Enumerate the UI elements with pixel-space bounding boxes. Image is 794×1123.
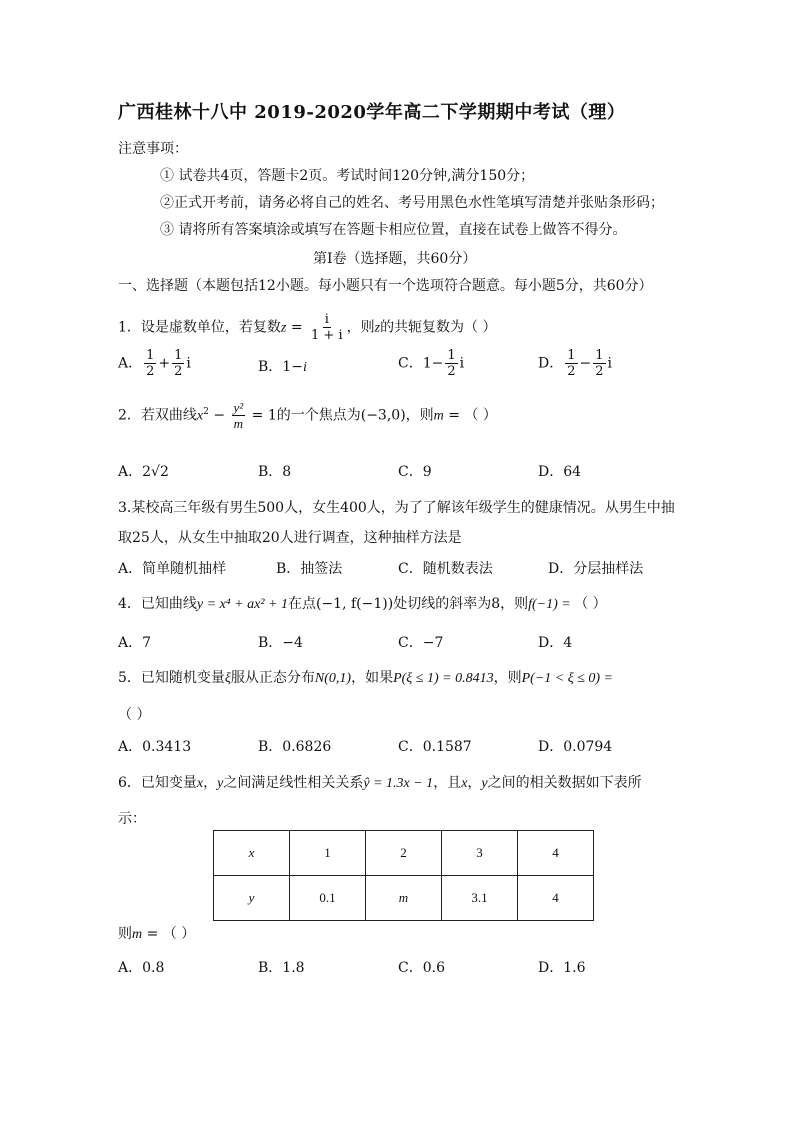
data-table — [213, 830, 594, 921]
cell-y-label: y — [248, 890, 255, 905]
q2-option-b: B．8 — [258, 464, 292, 480]
q6-mid2: ，且 — [433, 775, 462, 791]
q4-option-c: C．−7 — [398, 635, 444, 651]
q6-option-b: B．1.8 — [258, 960, 305, 976]
q1-post2: 的共轭复数为（ ） — [380, 319, 497, 336]
section-title: 一、选择题（本题包括12小题。每小题只有一个选项符合题意。每小题5分，共60分） — [118, 278, 653, 294]
q6-y: y — [217, 776, 224, 791]
q2-option-d: D．64 — [538, 464, 582, 480]
q4-fn: f(−1) = — [528, 597, 575, 612]
q4-option-b: B．−4 — [258, 635, 303, 651]
table-cell — [214, 831, 290, 876]
q3-option-c: C．随机数表法 — [398, 561, 493, 577]
q2-pre: 2．若双曲线 — [118, 407, 197, 424]
q1-pre: 1．设是虚数单位，若复数 — [118, 319, 281, 336]
q2-option-c: C．9 — [398, 464, 432, 480]
q2-option-a: A．2√2 — [118, 464, 169, 480]
q1-fraction — [309, 312, 345, 343]
cell-x-label: x — [248, 845, 255, 860]
q1-post: ，则 — [346, 319, 375, 336]
q4-pre: 4．已知曲线 — [118, 596, 197, 612]
question-5 — [118, 667, 613, 687]
q1-option-a — [118, 348, 191, 379]
q1-d-mid: − — [579, 355, 592, 372]
q6-pre: 6．已知变量 — [118, 775, 197, 791]
q1-d-f1-den: 2 — [567, 364, 576, 379]
q1-a-f1-num: 1 — [146, 348, 155, 363]
q6-line-2: 示： — [118, 811, 146, 827]
q4-point: (−1, f(−1)) — [315, 596, 394, 612]
q1-c-f-den: 2 — [447, 364, 456, 379]
q3-option-b: B．抽签法 — [276, 561, 343, 577]
q6-ask-m: m — [132, 927, 143, 942]
q1-d-tail: i — [607, 355, 613, 372]
q6-expr: ŷ = 1.3x − 1 — [363, 776, 434, 791]
q6-mid3: 之间的相关数据如下表所 — [487, 775, 642, 791]
q1-opt-d-label: D． — [538, 355, 564, 372]
q5-xi: ξ — [224, 671, 231, 686]
volume-title: 第I卷（选择题，共60分） — [313, 251, 477, 267]
q2-eq: = 1的一个焦点为 — [247, 407, 361, 424]
q6-comma2: ， — [467, 775, 482, 791]
q2-post2: = （ ） — [443, 407, 497, 424]
q6-option-d: D．1.6 — [538, 960, 586, 976]
q5-dist: N(0,1) — [314, 671, 352, 686]
q5-option-c: C．0.1587 — [398, 739, 472, 755]
q1-opt-c-label: C．1− — [398, 355, 444, 372]
table-cell: 1 — [290, 831, 366, 876]
q1-a-f2-num: 1 — [174, 348, 183, 363]
q6-option-a: A．0.8 — [118, 960, 165, 976]
q6-ask — [118, 923, 195, 943]
page-title: 广西桂林十八中 2019-2020学年高二下学期期中考试（理） — [118, 102, 626, 123]
q4-post: 处切线的斜率为8，则 — [393, 596, 529, 612]
q1-option-b — [258, 356, 307, 376]
q4-option-d: D．4 — [538, 635, 573, 651]
q2-frac-num: y² — [233, 400, 244, 415]
q2-sup: 2 — [203, 406, 209, 417]
q5-prob2: P(−1 < ξ ≤ 0) = — [521, 671, 614, 686]
q1-a-mid: + — [158, 355, 171, 372]
q1-d-f2-den: 2 — [595, 364, 604, 379]
table-cell — [366, 876, 442, 921]
q1-option-d — [538, 348, 612, 379]
question-6 — [118, 772, 642, 792]
q4-end: （ ） — [574, 596, 607, 612]
q5-mid3: ，则 — [493, 670, 522, 686]
q1-z: z — [280, 320, 287, 336]
q1-a-f1-den: 2 — [146, 364, 155, 379]
q1-d-f2-num: 1 — [595, 348, 604, 363]
q2-post: ，则 — [405, 407, 434, 424]
q1-opt-b-label: B．1− — [258, 359, 303, 375]
note-item-2: ②正式开考前，请务必将自己的姓名、考号用黑色水性笔填写清楚并张贴条形码； — [160, 195, 664, 211]
note-item-3: ③ 请将所有答案填涂或填写在答题卡相应位置，直接在试卷上做答不得分。 — [160, 222, 627, 238]
table-row — [214, 831, 594, 876]
q5-mid2: ，如果 — [351, 670, 394, 686]
q4-option-a: A．7 — [118, 635, 152, 651]
notes-heading: 注意事项： — [118, 141, 188, 157]
q1-frac-den: 1 + i — [311, 328, 343, 343]
q2-point: (−3,0) — [360, 407, 406, 424]
q5-line-2: （ ） — [118, 707, 151, 723]
q5-option-a: A．0.3413 — [118, 739, 192, 755]
q5-prob1: P(ξ ≤ 1) = 0.8413 — [393, 671, 494, 686]
q5-mid: 服从正态分布 — [230, 670, 315, 686]
q6-mid: 之间满足线性相关关系 — [223, 775, 364, 791]
q6-ask-tail: = （ ） — [142, 926, 196, 942]
q6-comma: ， — [203, 775, 218, 791]
table-row — [214, 876, 594, 921]
q1-z2: z — [374, 320, 381, 336]
q3-line-2: 取25人，从女生中抽取20人进行调查，这种抽样方法是 — [118, 530, 462, 546]
table-cell: 2 — [366, 831, 442, 876]
q4-mid: 在点 — [287, 596, 316, 612]
table-cell: 0.1 — [290, 876, 366, 921]
question-2 — [118, 400, 497, 431]
q1-opt-b-i: i — [302, 360, 307, 375]
question-4 — [118, 593, 607, 613]
q2-x: x — [196, 408, 204, 424]
q1-eq: = — [286, 319, 308, 336]
q1-option-c — [398, 348, 464, 379]
q5-pre: 5．已知随机变量 — [118, 670, 225, 686]
q3-line-1: 3.某校高三年级有男生500人，女生400人，为了了解该年级学生的健康情况。从男生中抽 — [118, 500, 675, 516]
q1-c-f-num: 1 — [447, 348, 456, 363]
q6-option-c: C．0.6 — [398, 960, 445, 976]
q6-ask-pre: 则 — [118, 926, 132, 942]
q6-x2: x — [461, 776, 468, 791]
q3-option-a: A．简单随机抽样 — [118, 561, 227, 577]
q1-opt-a-label: A． — [118, 355, 143, 372]
q2-minus: − — [208, 407, 230, 424]
q1-a-tail: i — [186, 355, 191, 372]
q1-a-f2-den: 2 — [174, 364, 183, 379]
q1-frac-num: i — [324, 312, 329, 327]
q1-c-tail: i — [459, 355, 465, 372]
q1-d-f1-num: 1 — [567, 348, 576, 363]
table-cell: 3 — [442, 831, 518, 876]
cell-m: m — [398, 890, 409, 905]
q5-option-b: B．0.6826 — [258, 739, 332, 755]
note-item-1: ① 试卷共4页，答题卡2页。考试时间120分钟,满分150分； — [160, 168, 535, 184]
q2-m: m — [433, 408, 444, 424]
q3-option-d: D．分层抽样法 — [548, 561, 644, 577]
table-cell: 4 — [518, 876, 594, 921]
table-cell: 3.1 — [442, 876, 518, 921]
q6-x: x — [196, 776, 204, 791]
q4-expr: y = x⁴ + ax² + 1 — [196, 597, 288, 612]
table-cell — [214, 876, 290, 921]
q2-frac-den: m — [233, 416, 244, 431]
question-1 — [118, 312, 497, 343]
table-cell: 4 — [518, 831, 594, 876]
q5-option-d: D．0.0794 — [538, 739, 613, 755]
q6-y2: y — [481, 776, 488, 791]
